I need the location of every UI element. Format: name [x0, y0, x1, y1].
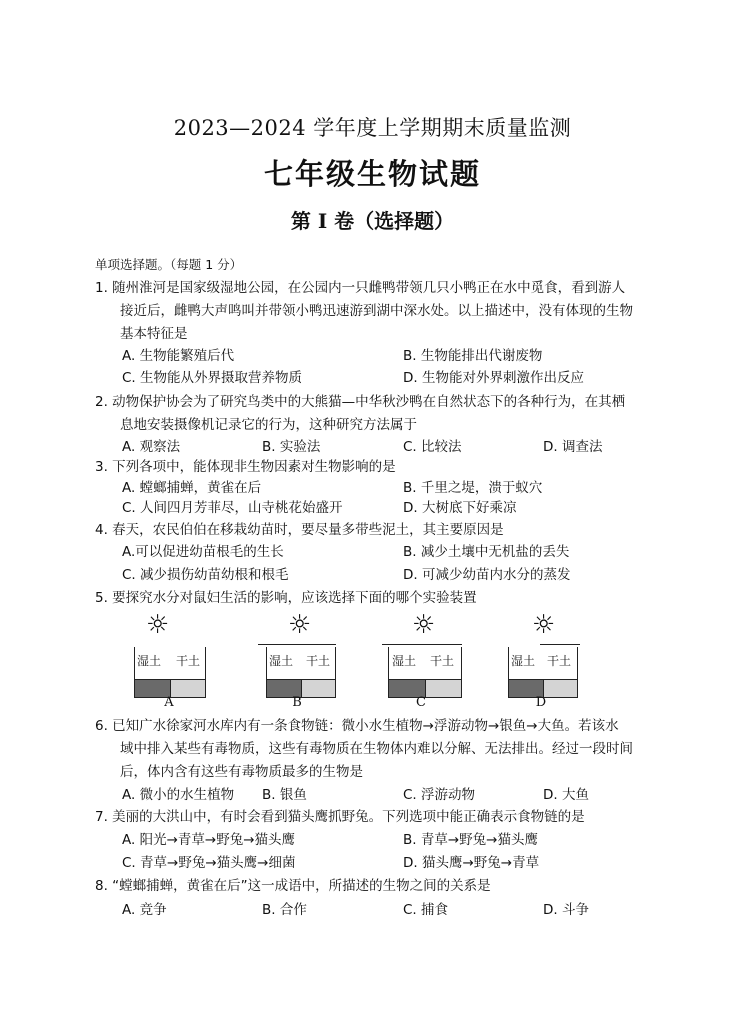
- question-8-option-d: D. 斗争: [543, 902, 589, 918]
- section-heading: 单项选择题。（每题 1 分）: [95, 257, 243, 272]
- question-3-option-d: D. 大树底下好乘凉: [403, 500, 517, 516]
- question-6-line-3: 后，体内含有这些有毒物质最多的生物是: [120, 764, 363, 780]
- question-6-option-c: C. 浮游动物: [403, 787, 476, 803]
- question-2-line-1: 2. 动物保护协会为了研究鸟类中的大熊猫—中华秋沙鸭在自然状态下的各种行为，在其栖: [95, 394, 626, 410]
- sun-icon: ☼: [146, 610, 170, 640]
- question-1-line-3: 基本特征是: [120, 326, 188, 342]
- question-4-option-b: B. 减少土壤中无机盐的丢失: [403, 544, 570, 560]
- question-1-line-2: 接近后，雌鸭大声鸣叫并带领小鸭迅速游到湖中深水处。以上描述中，没有体现的生物: [120, 303, 633, 319]
- device-d-dry-label: 干土: [547, 654, 572, 668]
- exam-year-title: 2023—2024 学年度上学期期末质量监测: [173, 116, 572, 140]
- question-3-option-a: A. 螳螂捕蝉，黄雀在后: [122, 480, 262, 496]
- device-b-dry-label: 干土: [306, 654, 331, 668]
- experiment-device-d: [492, 612, 632, 712]
- question-4-line-1: 4. 春天，农民伯伯在移栽幼苗时，要尽量多带些泥土，其主要原因是: [95, 522, 504, 538]
- question-4-option-a: A.可以促进幼苗根毛的生长: [122, 544, 284, 560]
- device-b-label: B: [292, 695, 302, 710]
- question-8-option-b: B. 合作: [262, 902, 307, 918]
- question-7-option-a: A. 阳光→青草→野兔→猫头鹰: [122, 832, 296, 848]
- device-b-wet-label: 湿土: [269, 654, 294, 668]
- device-a-label: A: [164, 695, 174, 710]
- sun-icon: ☼: [288, 610, 312, 640]
- question-5-line-1: 5. 要探究水分对鼠妇生活的影响，应该选择下面的哪个实验装置: [95, 590, 477, 606]
- question-7-option-b: B. 青草→野兔→猫头鹰: [403, 832, 538, 848]
- question-7-option-c: C. 青草→野兔→猫头鹰→细菌: [122, 855, 296, 871]
- question-2-option-d: D. 调查法: [543, 439, 603, 455]
- device-c-wet-label: 湿土: [392, 654, 417, 668]
- question-6-option-a: A. 微小的水生植物: [122, 787, 235, 803]
- question-2-line-2: 息地安装摄像机记录它的行为，这种研究方法属于: [120, 417, 417, 433]
- question-8-option-c: C. 捕食: [403, 902, 449, 918]
- question-8-option-a: A. 竞争: [122, 902, 167, 918]
- device-d-lid: [540, 644, 580, 645]
- device-a-wet-label: 湿土: [137, 654, 162, 668]
- question-4-option-d: D. 可减少幼苗内水分的蒸发: [403, 567, 571, 583]
- question-1-option-a: A. 生物能繁殖后代: [122, 348, 235, 364]
- question-3-line-1: 3. 下列各项中，能体现非生物因素对生物影响的是: [95, 459, 396, 475]
- exam-part-title: 第 I 卷（选择题）: [290, 209, 455, 233]
- device-a-dry-label: 干土: [176, 654, 201, 668]
- question-6-option-d: D. 大鱼: [543, 787, 589, 803]
- question-3-option-b: B. 千里之堤，溃于蚁穴: [403, 480, 543, 496]
- device-b-lid: [258, 644, 336, 645]
- question-8-line-1: 8. “螳螂捕蝉，黄雀在后”这一成语中，所描述的生物之间的关系是: [95, 878, 491, 894]
- question-1-line-1: 1. 随州淮河是国家级湿地公园，在公园内一只雌鸭带领几只小鸭正在水中觅食，看到游人: [95, 280, 626, 296]
- sun-icon: ☼: [532, 610, 556, 640]
- question-4-option-c: C. 减少损伤幼苗幼根和根毛: [122, 567, 289, 583]
- question-3-option-c: C. 人间四月芳菲尽，山寺桃花始盛开: [122, 500, 343, 516]
- device-c-lid: [382, 644, 462, 645]
- question-1-option-c: C. 生物能从外界摄取营养物质: [122, 370, 303, 386]
- exam-subject-title: 七年级生物试题: [263, 157, 481, 191]
- question-6-option-b: B. 银鱼: [262, 787, 307, 803]
- device-d-wet-label: 湿土: [511, 654, 536, 668]
- device-d-label: D: [535, 695, 547, 710]
- question-2-option-a: A. 观察法: [122, 439, 181, 455]
- question-2-option-b: B. 实验法: [262, 439, 321, 455]
- sun-icon: ☼: [412, 610, 436, 640]
- question-7-line-1: 7. 美丽的大洪山中，有时会看到猫头鹰抓野兔。下列选项中能正确表示食物链的是: [95, 809, 585, 825]
- question-7-option-d: D. 猫头鹰→野兔→青草: [403, 855, 540, 871]
- question-1-option-b: B. 生物能排出代谢废物: [403, 348, 543, 364]
- question-6-line-2: 域中排入某些有毒物质，这些有毒物质在生物体内难以分解、无法排出。经过一段时间: [120, 741, 633, 757]
- device-c-dry-label: 干土: [430, 654, 455, 668]
- question-1-option-d: D. 生物能对外界刺激作出反应: [403, 370, 584, 386]
- device-c-label: C: [416, 695, 426, 710]
- question-6-line-1: 6. 已知广水徐家河水库内有一条食物链：微小水生植物→浮游动物→银鱼→大鱼。若该水: [95, 718, 619, 734]
- question-2-option-c: C. 比较法: [403, 439, 462, 455]
